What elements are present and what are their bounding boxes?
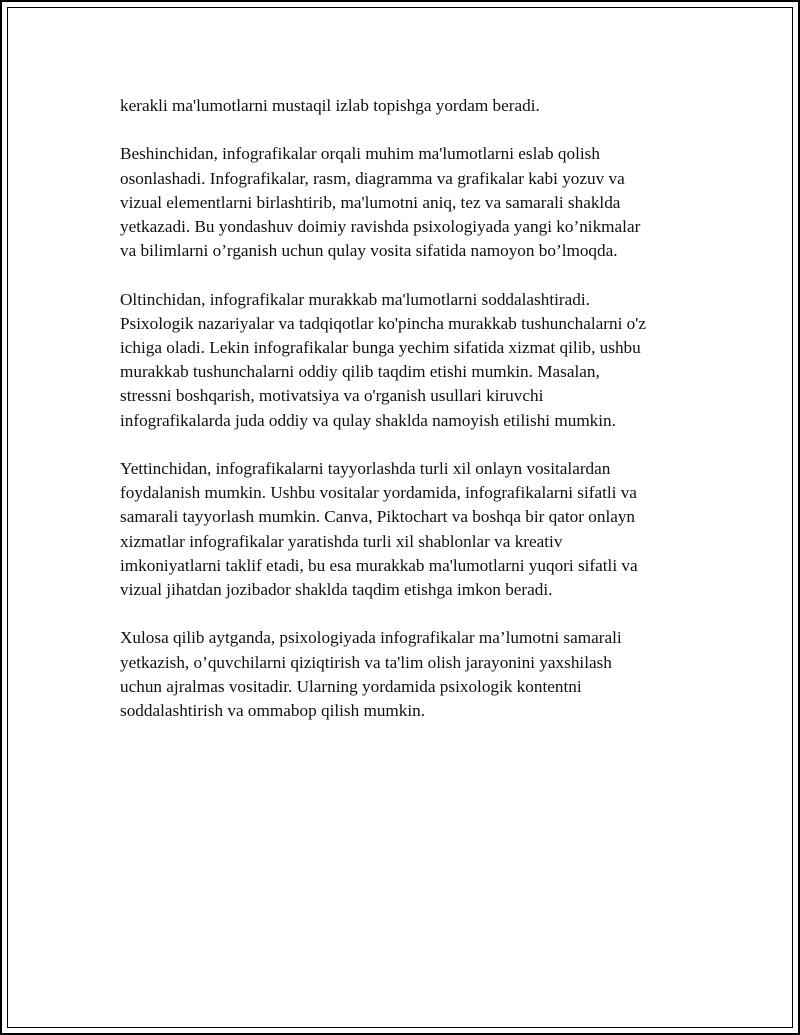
text-line: stressni boshqarish, motivatsiya va o'rganish usullari kiruvchi bbox=[120, 386, 544, 406]
text-line: vizual elementlarni birlashtirib, ma'lumotni aniq, tez va samarali shaklda bbox=[120, 192, 621, 212]
text-line: Xulosa qilib aytganda, psixologiyada infografikalar ma’lumotni samarali bbox=[120, 628, 622, 648]
text-line: yetkazish, o’quvchilarni qiziqtirish va ta'lim olish jarayonini yaxshilash bbox=[120, 652, 612, 672]
text-line: murakkab tushunchalarni oddiy qilib taqdim etishi mumkin. Masalan, bbox=[120, 362, 600, 382]
paragraph-continuation bbox=[120, 94, 720, 118]
paragraph-oltinchidan bbox=[120, 288, 720, 433]
paragraph-yettinchidan bbox=[120, 457, 720, 602]
text-line: vizual jihatdan jozibador shaklda taqdim etishga imkon beradi. bbox=[120, 580, 553, 600]
text-line: Beshinchidan, infografikalar orqali muhim ma'lumotlarni eslab qolish bbox=[120, 144, 600, 164]
paragraph-beshinchidan bbox=[120, 142, 720, 263]
paragraph-xulosa bbox=[120, 626, 720, 723]
text-line: ichiga oladi. Lekin infografikalar bunga yechim sifatida xizmat qilib, ushbu bbox=[120, 338, 641, 357]
document-body bbox=[120, 94, 720, 723]
text-line: infografikalarda juda oddiy va qulay shaklda namoyish etilishi mumkin. bbox=[120, 410, 616, 430]
text-line: Psixologik nazariyalar va tadqiqotlar ko'pincha murakkab tushunchalarni o'z bbox=[120, 313, 646, 333]
text-line: foydalanish mumkin. Ushbu vositalar yordamida, infografikalarni sifatli va bbox=[120, 483, 637, 503]
text-line: samarali tayyorlash mumkin. Canva, Piktochart va boshqa bir qator onlayn bbox=[120, 507, 636, 527]
text-line: va bilimlarni o’rganish uchun qulay vosita sifatida namoyon bo’lmoqda. bbox=[120, 241, 618, 261]
text-line: xizmatlar infografikalar yaratishda turli xil shablonlar va kreativ bbox=[120, 531, 563, 551]
text-line: Yettinchidan, infografikalarni tayyorlashda turli xil onlayn vositalardan bbox=[120, 459, 611, 478]
text-line: Oltinchidan, infografikalar murakkab ma'lumotlarni soddalashtiradi. bbox=[120, 289, 590, 309]
text-line: uchun ajralmas vositadir. Ularning yordamida psixologik kontentni bbox=[120, 676, 582, 696]
text-line: yetkazadi. Bu yondashuv doimiy ravishda psixologiyada yangi ko’nikmalar bbox=[120, 217, 641, 236]
text-line: imkoniyatlarni taklif etadi, bu esa murakkab ma'lumotlarni yuqori sifatli va bbox=[120, 555, 638, 575]
text-line: osonlashadi. Infografikalar, rasm, diagramma va grafikalar kabi yozuv va bbox=[120, 168, 625, 188]
text-line: kerakli ma'lumotlarni mustaqil izlab topishga yordam beradi. bbox=[120, 96, 540, 115]
text-line: soddalashtirish va ommabop qilish mumkin. bbox=[120, 701, 426, 721]
